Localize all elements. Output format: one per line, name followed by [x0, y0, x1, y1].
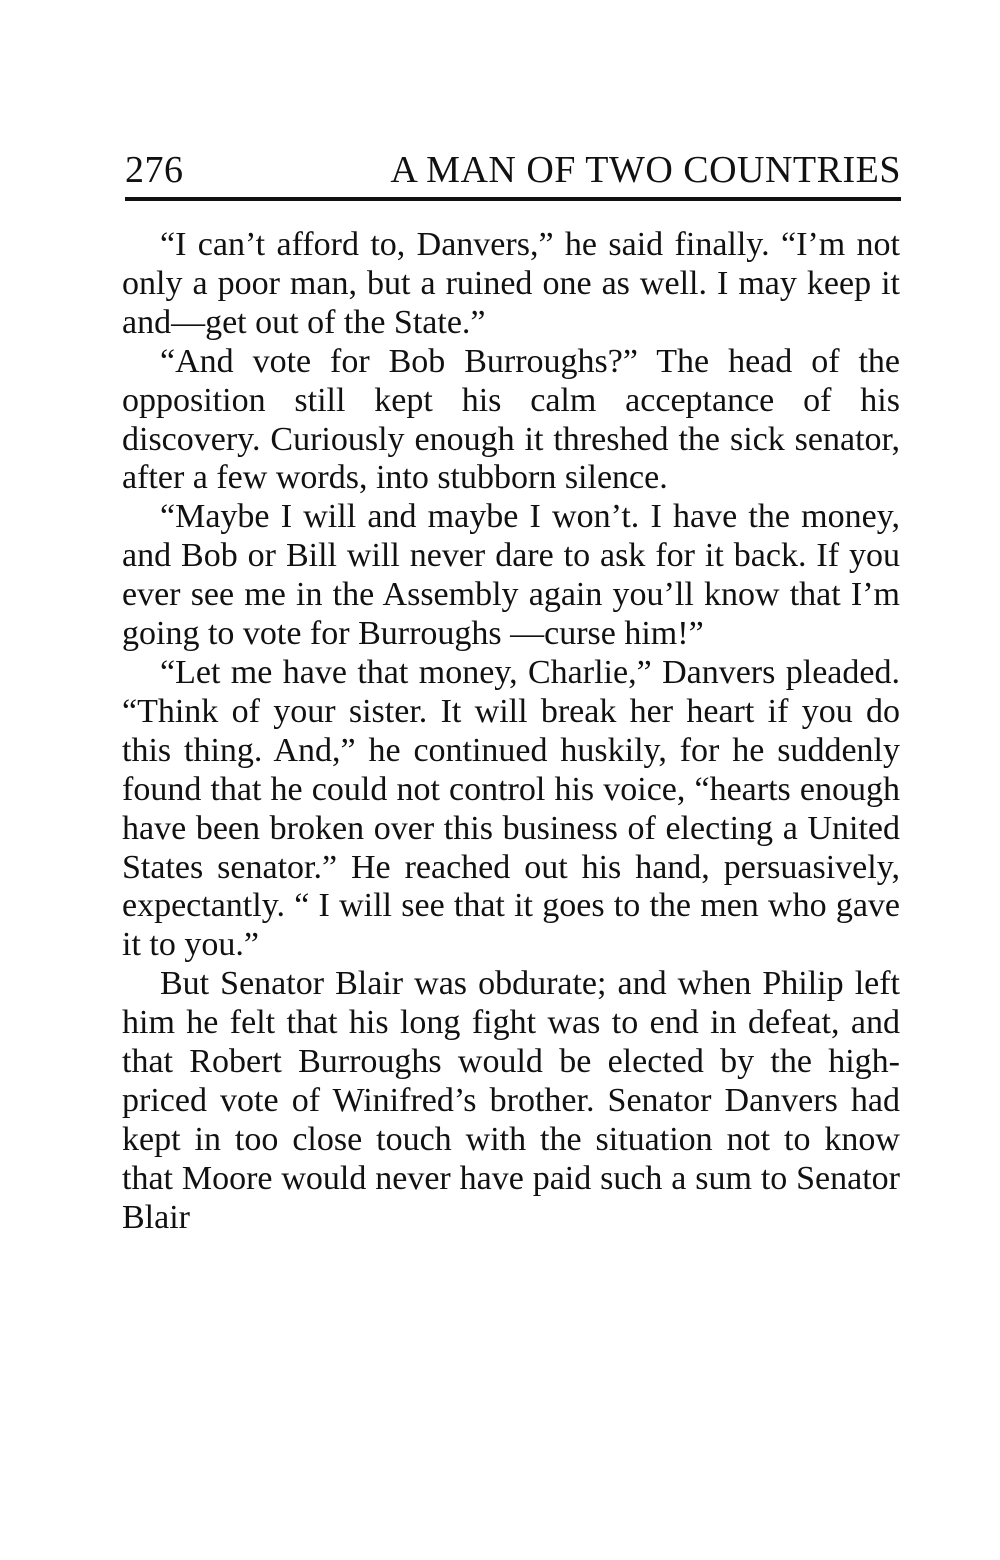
header-rule — [125, 197, 901, 201]
paragraph: But Senator Blair was obdurate; and when Philip left him he felt that his long fight was to end in defeat, and that Robert Burroughs would be elected by the high-priced vote of Winifred’s brother. Senator Danvers had kept in too close touch with the situation not to know that Moore would never have paid such a sum to Senator Blair — [122, 965, 900, 1236]
paragraph: “And vote for Bob Burroughs?” The head of the opposition still kept his calm acceptance of his discovery. Curiously enough it threshed the sick senator, after a few words, into stubborn silence. — [122, 342, 900, 497]
body-text — [122, 226, 900, 1238]
page-number: 276 — [125, 149, 184, 191]
page-header — [125, 148, 901, 194]
paragraph: “Let me have that money, Charlie,” Danvers pleaded. “Think of your sister. It will break her heart if you do this thing. And,” he continued huskily, for he suddenly found that he could not control his voice, “hearts enough have been broken over this business of electing a United States senator.” He reached out his hand, persuasively, expectantly. “ I will see that it goes to the men who gave it to you.” — [122, 653, 900, 964]
paragraph: “I can’t afford to, Danvers,” he said finally. “I’m not only a poor man, but a ruined one as well. I may keep it and—get out of the State.” — [122, 226, 900, 341]
running-title: A MAN OF TWO COUNTRIES — [390, 149, 901, 191]
paragraph: “Maybe I will and maybe I won’t. I have the money, and Bob or Bill will never dare to ask for it back. If you ever see me in the Assembly again you’ll know that I’m going to vote for Burroughs —curse him!” — [122, 498, 900, 653]
